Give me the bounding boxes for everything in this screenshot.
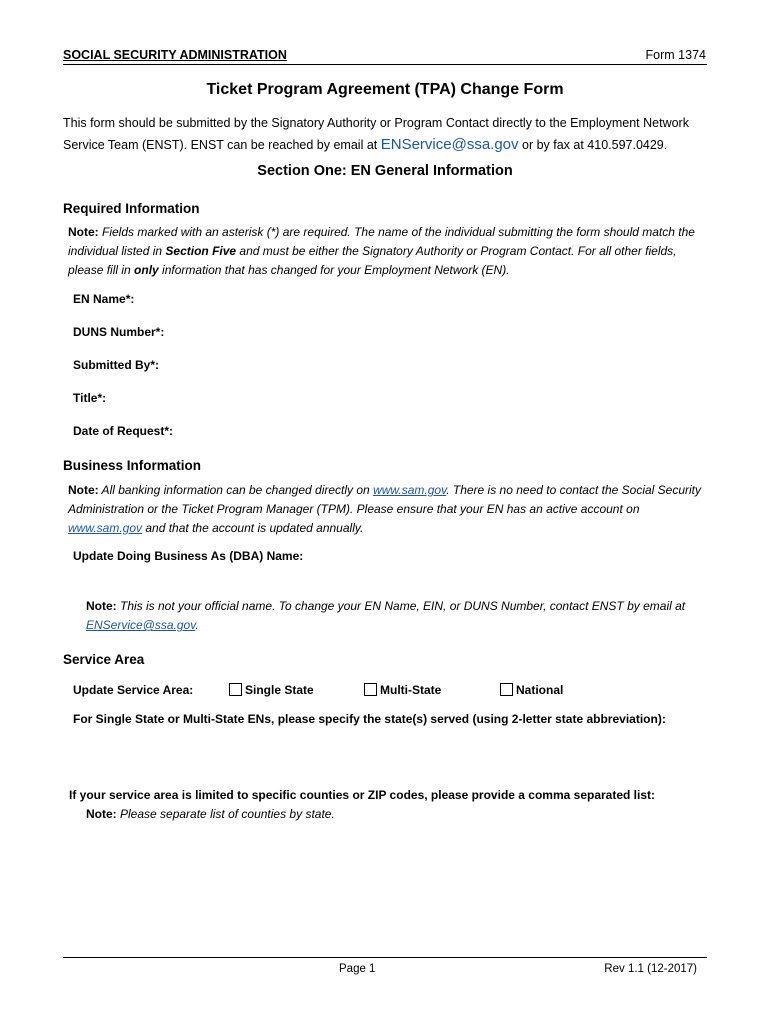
header-rule [63, 64, 707, 65]
counties-note [86, 805, 335, 824]
section-one-title: Section One: EN General Information [257, 163, 513, 179]
sam-gov-link[interactable]: www.sam.gov [68, 521, 143, 535]
note-text: . There is no need to contact the Social Security Administration or the Ticket Program Manager (TPM). Please ensure that your EN has an active account on [68, 483, 702, 516]
states-served-field[interactable]: For Single State or Multi-State ENs, please specify the state(s) served (using 2-letter state abbreviation): [73, 712, 666, 726]
page-number: Page 1 [339, 963, 376, 975]
note-text: information that has changed for your Employment Network (EN). [158, 263, 510, 277]
en-name-field[interactable]: EN Name*: [73, 292, 135, 306]
note-label: Note: [68, 483, 99, 497]
form-number: Form 1374 [645, 48, 706, 62]
note-text: Fields marked with an asterisk (*) are required. The name of the individual submitting the form should match the individual listed in [68, 225, 695, 258]
business-info-note [68, 481, 708, 538]
sam-gov-link[interactable]: www.sam.gov [373, 483, 447, 497]
option-label: Multi-State [380, 683, 442, 697]
dba-name-field[interactable]: Update Doing Business As (DBA) Name: [73, 549, 304, 563]
note-label: Note: [86, 807, 117, 821]
intro-text-end: or by fax at 410.597.0429. [518, 138, 668, 152]
note-text: All banking information can be changed directly on [98, 483, 374, 497]
note-label: Note: [68, 225, 99, 239]
note-only: only [134, 263, 159, 277]
enst-email-link[interactable]: ENService@ssa.gov [380, 136, 519, 153]
service-area-heading: Service Area [63, 652, 145, 667]
option-label: National [516, 683, 564, 697]
dba-note [86, 597, 711, 635]
note-section-five: Section Five [165, 244, 237, 258]
duns-number-field[interactable]: DUNS Number*: [73, 325, 165, 339]
option-label: Single State [245, 683, 314, 697]
note-text: and that the account is updated annually. [142, 521, 364, 535]
note-text: This is not your official name. To change your EN Name, EIN, or DUNS Number, contact ENST by email at [116, 599, 686, 613]
single-state-option[interactable] [229, 683, 314, 697]
update-service-area-label: Update Service Area: [73, 683, 194, 697]
submitted-by-field[interactable]: Submitted By*: [73, 358, 160, 372]
intro-text: This form should be submitted by the Signatory Authority or Program Contact directly to the Employment Network Service Team (ENST). ENST can be reached by email at [63, 116, 689, 152]
title-field[interactable]: Title*: [73, 391, 107, 405]
business-info-heading: Business Information [63, 458, 202, 473]
required-info-heading: Required Information [63, 201, 200, 216]
required-info-note [68, 223, 708, 280]
national-option[interactable] [500, 683, 563, 697]
note-text: . [195, 618, 199, 632]
agency-name: SOCIAL SECURITY ADMINISTRATION [63, 48, 287, 62]
intro-paragraph [63, 113, 713, 156]
multi-state-checkbox[interactable] [364, 683, 377, 696]
national-checkbox[interactable] [500, 683, 513, 696]
multi-state-option[interactable] [364, 683, 441, 697]
date-of-request-field[interactable]: Date of Request*: [73, 424, 174, 438]
form-title: Ticket Program Agreement (TPA) Change Form [206, 81, 564, 98]
note-text: and must be either the Signatory Authority or Program Contact. For all other fields, please fill in [68, 244, 677, 277]
note-text: Please separate list of counties by state. [116, 807, 335, 821]
single-state-checkbox[interactable] [229, 683, 242, 696]
counties-zip-field[interactable]: If your service area is limited to specific counties or ZIP codes, please provide a comma separated list: [69, 788, 656, 802]
footer-rule [63, 957, 707, 958]
enst-email-link[interactable]: ENService@ssa.gov [86, 618, 196, 632]
note-label: Note: [86, 599, 117, 613]
revision-label: Rev 1.1 (12-2017) [604, 963, 697, 975]
